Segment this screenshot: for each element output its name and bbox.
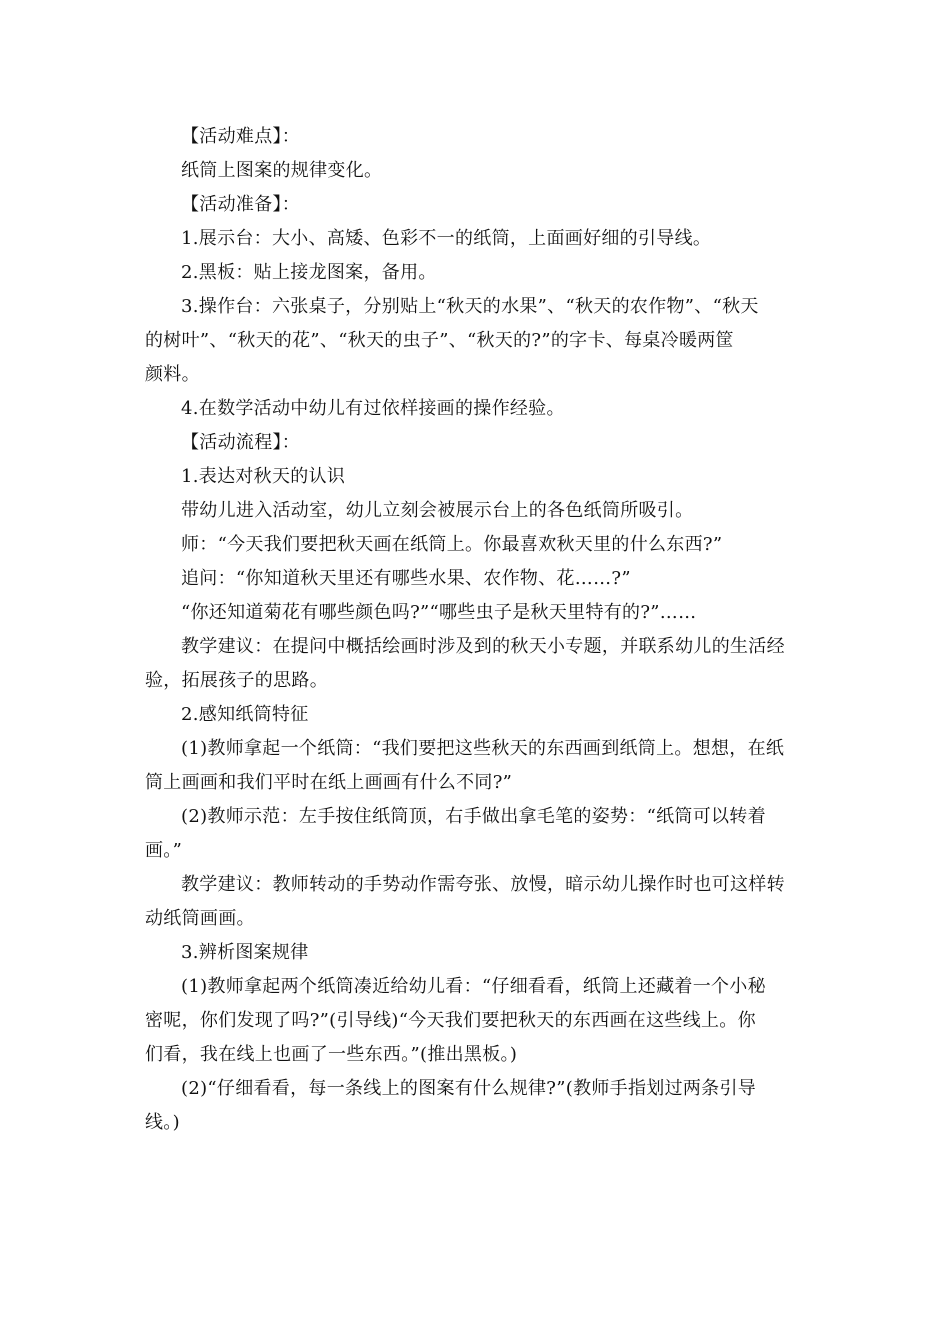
- paragraph: (2)教师示范：左手按住纸筒顶，右手做出拿毛笔的姿势：“纸筒可以转着: [181, 806, 766, 827]
- list-item: 3.操作台：六张桌子，分别贴上“秋天的水果”、“秋天的农作物”、“秋天: [181, 296, 759, 317]
- section-heading: 1.表达对秋天的认识: [181, 466, 346, 487]
- paragraph: 纸筒上图案的规律变化。: [181, 160, 383, 181]
- list-item: 2.黑板：贴上接龙图案，备用。: [181, 262, 437, 283]
- paragraph: 追问：“你知道秋天里还有哪些水果、农作物、花……?”: [181, 568, 631, 589]
- teaching-suggestion: 教学建议：教师转动的手势动作需夸张、放慢，暗示幼儿操作时也可这样转: [181, 874, 785, 895]
- list-item-continued: 的树叶”、“秋天的花”、“秋天的虫子”、“秋天的?”的字卡、每桌冷暖两筐: [145, 330, 734, 351]
- paragraph: 师：“今天我们要把秋天画在纸筒上。你最喜欢秋天里的什么东西?”: [181, 534, 723, 555]
- paragraph-continued: 筒上画画和我们平时在纸上画画有什么不同?”: [145, 772, 513, 793]
- section-heading: 3.辨析图案规律: [181, 942, 309, 963]
- teaching-suggestion: 教学建议：在提问中概括绘画时涉及到的秋天小专题，并联系幼儿的生活经: [181, 636, 785, 657]
- paragraph-continued: 线。): [145, 1112, 180, 1133]
- teaching-suggestion-continued: 动纸筒画画。: [145, 908, 255, 929]
- heading-activity-difficulty: 【活动难点】：: [181, 126, 301, 147]
- paragraph: “你还知道菊花有哪些颜色吗?”“哪些虫子是秋天里特有的?”……: [181, 602, 697, 623]
- teaching-suggestion-continued: 验，拓展孩子的思路。: [145, 670, 328, 691]
- list-item: 4.在数学活动中幼儿有过依样接画的操作经验。: [181, 398, 565, 419]
- paragraph: (2)“仔细看看，每一条线上的图案有什么规律?”(教师手指划过两条引导: [181, 1078, 757, 1099]
- paragraph: 带幼儿进入活动室，幼儿立刻会被展示台上的各色纸筒所吸引。: [181, 500, 694, 521]
- paragraph-continued: 密呢，你们发现了吗?”(引导线)“今天我们要把秋天的东西画在这些线上。你: [145, 1010, 756, 1031]
- heading-activity-process: 【活动流程】：: [181, 432, 301, 453]
- heading-activity-preparation: 【活动准备】：: [181, 194, 301, 215]
- list-item: 1.展示台：大小、高矮、色彩不一的纸筒，上面画好细的引导线。: [181, 228, 712, 249]
- paragraph: (1)教师拿起两个纸筒凑近给幼儿看：“仔细看看，纸筒上还藏着一个小秘: [181, 976, 766, 997]
- paragraph: (1)教师拿起一个纸筒：“我们要把这些秋天的东西画到纸筒上。想想，在纸: [181, 738, 785, 759]
- section-heading: 2.感知纸筒特征: [181, 704, 309, 725]
- paragraph-continued: 画。”: [145, 840, 183, 861]
- list-item-continued: 颜料。: [145, 364, 200, 385]
- document-body: [145, 120, 810, 1140]
- paragraph-continued: 们看，我在线上也画了一些东西。”(推出黑板。): [145, 1044, 518, 1065]
